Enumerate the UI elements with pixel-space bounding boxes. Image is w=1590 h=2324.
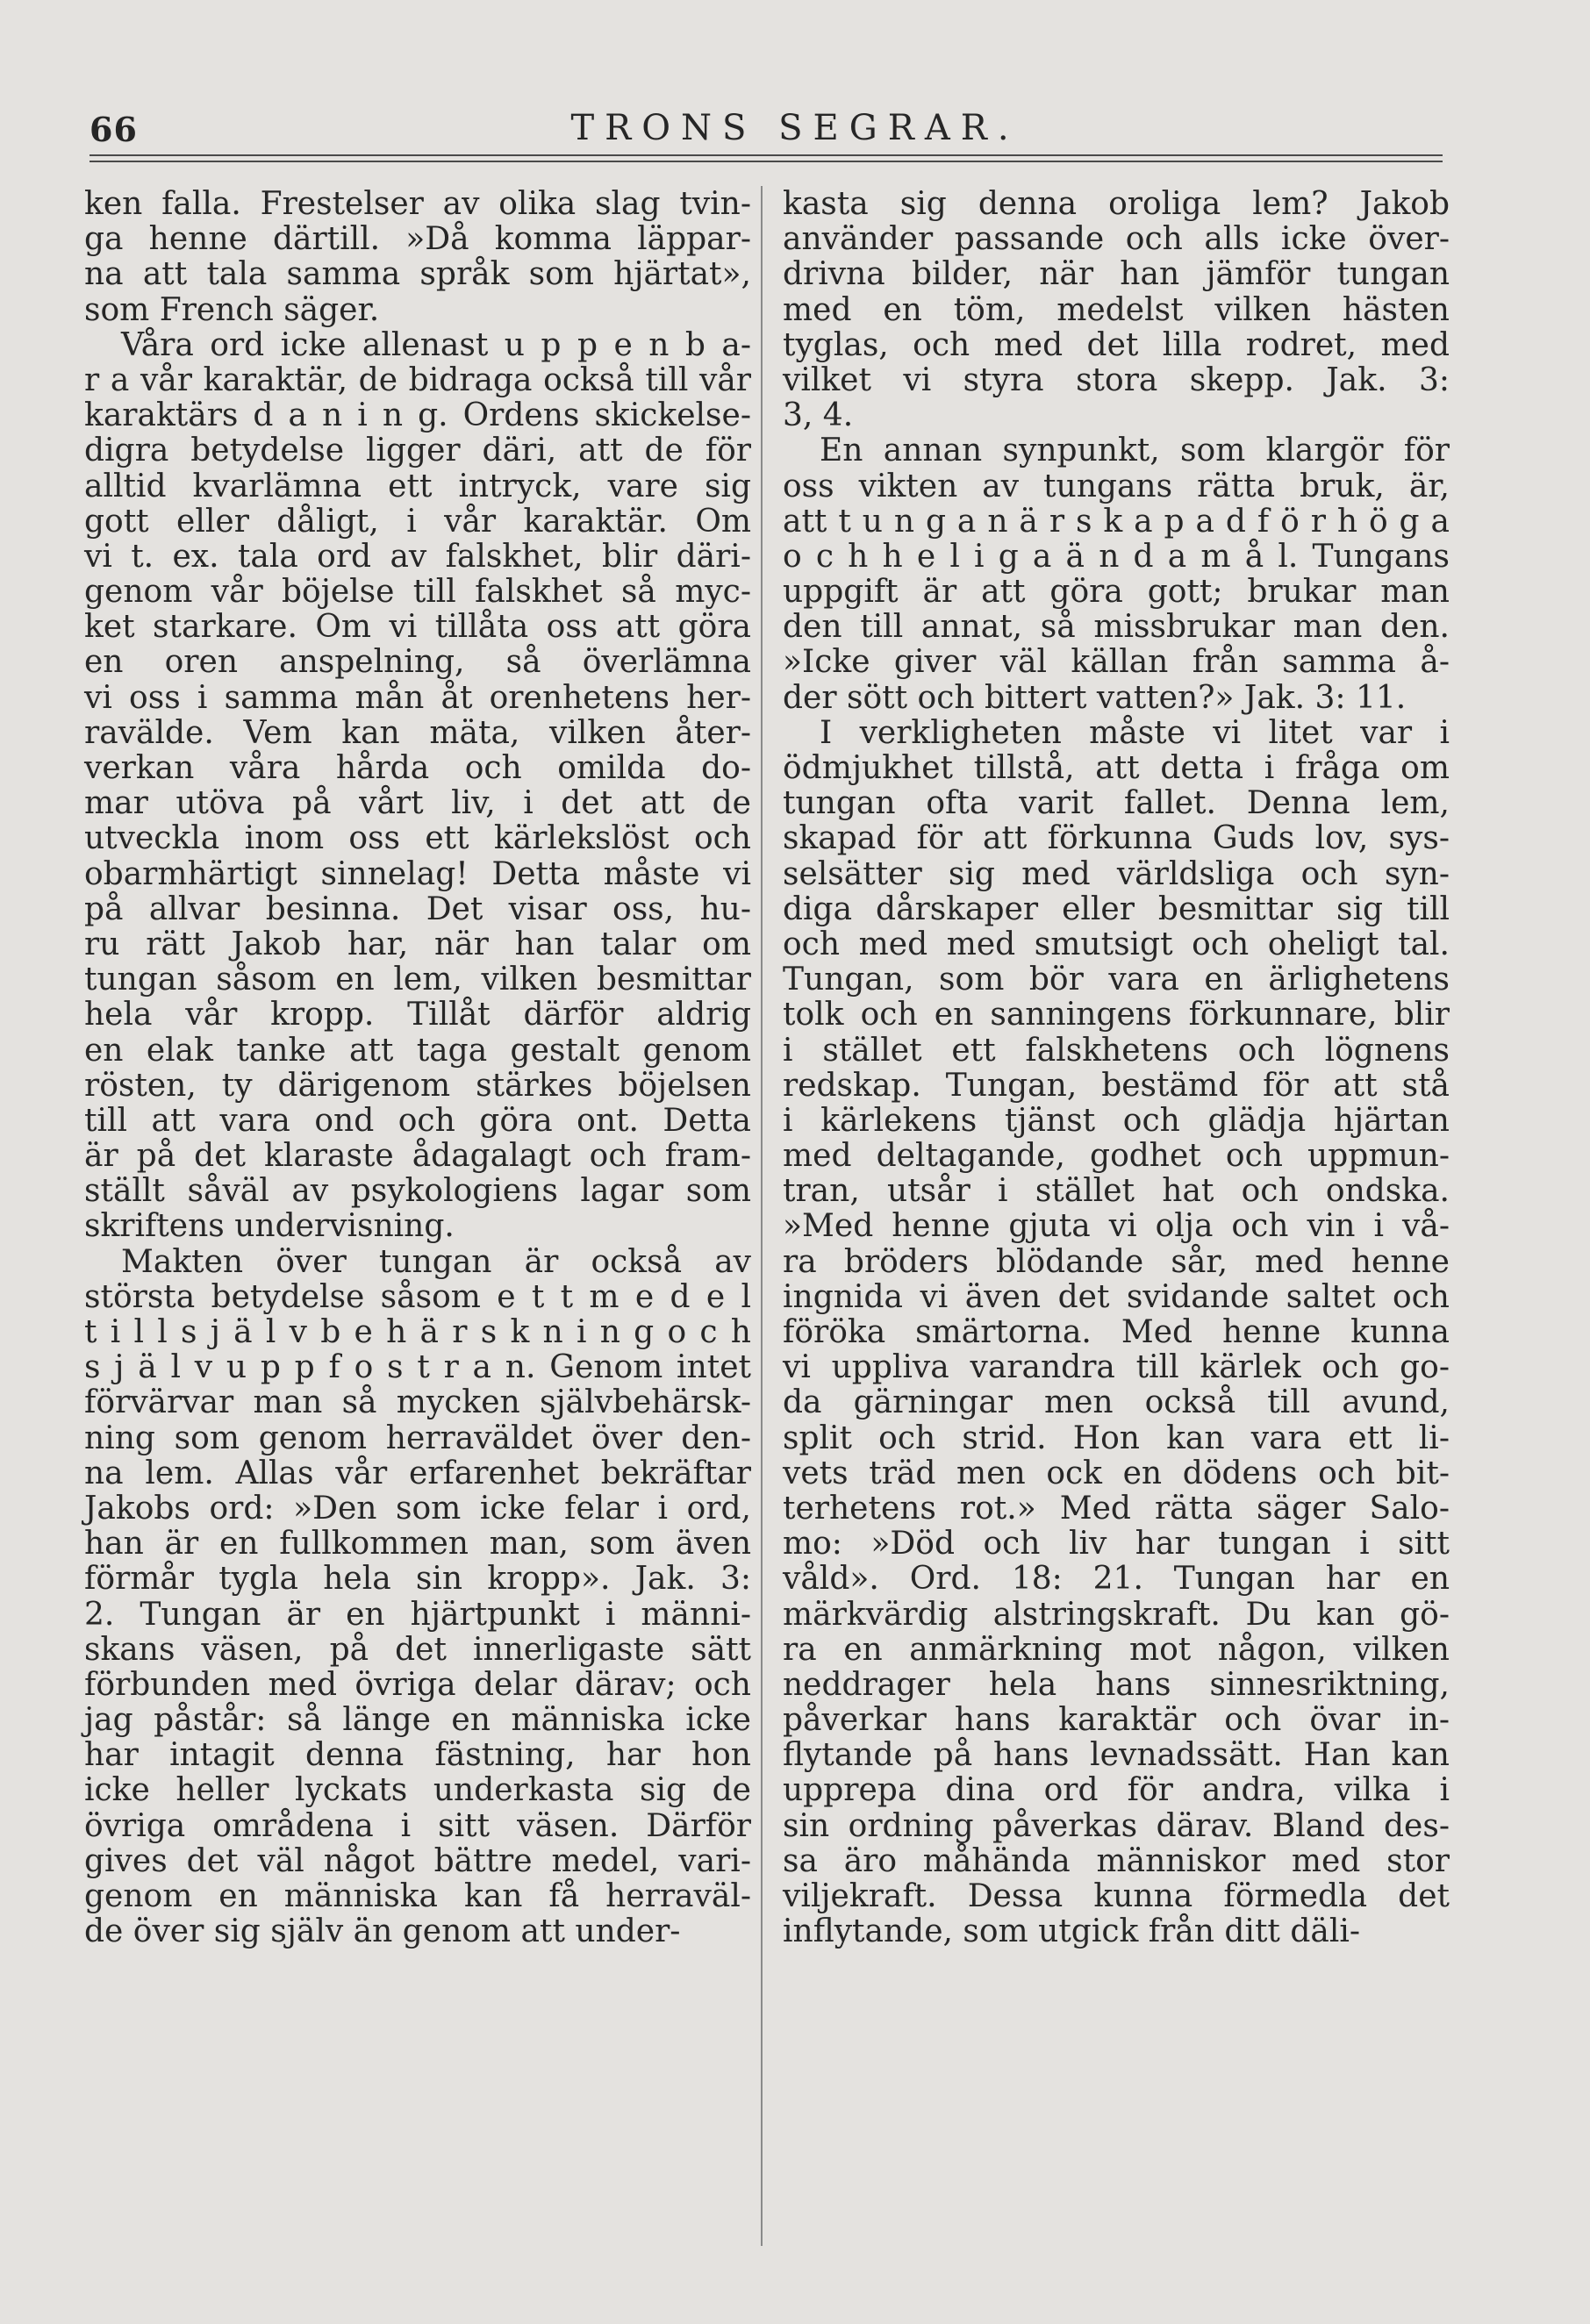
text-line: tran, utsår i stället hat och ondska. [783,1173,1450,1210]
text-line: split och strid. Hon kan vara ett li- [783,1419,1450,1456]
text-line: drivna bilder, när han jämför tungan [783,256,1450,293]
text-line: verkan våra hårda och omilda do- [84,750,751,786]
text-line: tolk och en sanningens förkunnare, blir [783,997,1450,1033]
text-line: Jakobs ord: »Den som icke felar i ord, [84,1490,751,1527]
text-line: karaktärs d a n i n g. Ordens skickelse- [84,397,751,434]
text-line: hela vår kropp. Tillåt därför aldrig [84,997,751,1033]
text-line: en elak tanke att taga gestalt genom [84,1032,751,1069]
text-line: har intagit denna fästning, har hon [84,1737,751,1774]
text-line: ru rätt Jakob har, när han talar om [84,926,751,962]
text-line: ställt såväl av psykologiens lagar som [84,1173,751,1210]
text-line: förbunden med övriga delar därav; och [84,1666,751,1703]
text-line: är på det klaraste ådagalagt och fram- [84,1138,751,1175]
text-line: Makten över tungan är också av [121,1243,751,1280]
text-line: sin ordning påverkas därav. Bland des- [783,1807,1450,1844]
text-line: kasta sig denna oroliga lem? Jakob [783,186,1450,222]
text-line: da gärningar men också till avund, [783,1384,1450,1421]
text-line: sa äro måhända människor med stor [783,1842,1450,1879]
text-line: märkvärdig alstringskraft. Du kan gö- [783,1596,1450,1633]
text-line: tungan såsom en lem, vilken besmittar [84,962,751,998]
text-line: ken falla. Frestelser av olika slag tvin- [84,186,751,222]
column-divider [761,186,763,2246]
text-line: rösten, ty därigenom stärkes böjelsen [84,1067,751,1104]
text-line: på allvar besinna. Det visar oss, hu- [84,890,751,927]
text-line: och med med smutsigt och oheligt tal. [783,926,1450,962]
text-line: uppgift är att göra gott; brukar man [783,574,1450,611]
text-line: skriftens undervisning. [84,1208,455,1245]
text-line: na att tala samma språk som hjärtat», [84,256,751,293]
text-line: jag påstår: så länge en människa icke [84,1702,751,1739]
text-line: ga henne därtill. »Då komma läppar- [84,221,751,258]
text-line: till att vara ond och göra ont. Detta [84,1102,751,1139]
text-line: skapad för att förkunna Guds lov, sys- [783,820,1450,857]
text-line: i kärlekens tjänst och glädja hjärtan [783,1102,1450,1139]
text-line: ket starkare. Om vi tillåta oss att göra [84,609,751,646]
text-line: 3, 4. [783,397,854,434]
text-line: vets träd men ock en dödens och bit- [783,1455,1450,1491]
text-line: terhetens rot.» Med rätta säger Salo- [783,1490,1450,1527]
text-line: upprepa dina ord för andra, vilka i [783,1772,1450,1809]
text-line: s j ä l v u p p f o s t r a n. Genom intet [84,1349,751,1386]
text-line: i stället ett falskhetens och lögnens [783,1032,1450,1069]
text-line: redskap. Tungan, bestämd för att stå [783,1067,1450,1104]
text-line: »Med henne gjuta vi olja och vin i vå- [783,1208,1450,1245]
text-line: med en töm, medelst vilken hästen [783,291,1450,328]
text-line: gives det väl något bättre medel, vari- [84,1842,751,1879]
text-line: t i l l s j ä l v b e h ä r s k n i n g o c h [84,1314,751,1350]
text-line: en oren anspelning, så överlämna [84,644,751,681]
text-line: ravälde. Vem kan mäta, vilken åter- [84,714,751,751]
text-line: mar utöva på vårt liv, i det att de [84,785,751,822]
text-line: I verkligheten måste vi litet var i [820,714,1450,751]
text-line: ning som genom herraväldet över den- [84,1419,751,1456]
text-line: som French säger. [84,291,380,328]
header-rule [90,161,1443,162]
text-line: obarmhärtigt sinnelag! Detta måste vi [84,855,751,892]
text-line: na lem. Allas vår erfarenhet bekräftar [84,1455,751,1491]
text-line: största betydelse såsom e t t m e d e l [84,1278,751,1315]
text-line: o c h h e l i g a ä n d a m å l. Tungans [783,538,1450,575]
text-line: der sött och bittert vatten?» Jak. 3: 11. [783,679,1407,716]
text-line: r a vår karaktär, de bidraga också till vår [84,361,751,398]
text-line: våld». Ord. 18: 21. Tungan har en [783,1561,1450,1598]
text-line: påverkar hans karaktär och övar in- [783,1702,1450,1739]
text-line: den till annat, så missbrukar man den. [783,609,1450,646]
text-line: diga dårskaper eller besmittar sig till [783,890,1450,927]
text-line: icke heller lyckats underkasta sig de [84,1772,751,1809]
text-line: ingnida vi även det svidande saltet och [783,1278,1450,1315]
text-line: vi oss i samma mån åt orenhetens her- [84,679,751,716]
text-line: Våra ord icke allenast u p p e n b a- [121,326,751,363]
text-line: de över sig själv än genom att under- [84,1913,681,1950]
running-title: TRONS SEGRAR. [570,108,1020,148]
text-line: övriga områdena i sitt väsen. Därför [84,1807,751,1844]
text-line: ra bröders blödande sår, med henne [783,1243,1450,1280]
text-line: tungan ofta varit fallet. Denna lem, [783,785,1450,822]
text-line: Tungan, som bör vara en ärlighetens [783,962,1450,998]
text-line: tyglas, och med det lilla rodret, med [783,326,1450,363]
text-line: oss vikten av tungans rätta bruk, är, [783,468,1450,504]
text-line: förvärvar man så mycken självbehärsk- [84,1384,751,1421]
text-line: förmår tygla hela sin kropp». Jak. 3: [84,1561,751,1598]
text-line: 2. Tungan är en hjärtpunkt i männi- [84,1596,751,1633]
text-line: inflytande, som utgick från ditt däli- [783,1913,1361,1950]
text-line: vi t. ex. tala ord av falskhet, blir däri- [84,538,751,575]
text-line: selsätter sig med världsliga och syn- [783,855,1450,892]
text-line: mo: »Död och liv har tungan i sitt [783,1526,1450,1562]
text-line: viljekraft. Dessa kunna förmedla det [783,1878,1450,1914]
text-line: med deltagande, godhet och uppmun- [783,1138,1450,1175]
header-rule [90,154,1443,156]
text-line: »Icke giver väl källan från samma å- [783,644,1450,681]
text-line: gott eller dåligt, i vår karaktär. Om [84,503,751,540]
text-line: genom en människa kan få herraväl- [84,1878,751,1914]
text-line: han är en fullkommen man, som även [84,1526,751,1562]
text-line: En annan synpunkt, som klargör för [820,433,1450,469]
page-number: 66 [90,110,138,149]
text-line: använder passande och alls icke över- [783,221,1450,258]
text-line: att t u n g a n ä r s k a p a d f ö r h ö g a [783,503,1450,540]
text-line: vilket vi styra stora skepp. Jak. 3: [783,361,1450,398]
text-line: vi uppliva varandra till kärlek och go- [783,1349,1450,1386]
text-line: genom vår böjelse till falskhet så myc- [84,574,751,611]
text-line: flytande på hans levnadssätt. Han kan [783,1737,1450,1774]
left-column [84,187,751,1949]
text-line: utveckla inom oss ett kärlekslöst och [84,820,751,857]
text-line: ra en anmärkning mot någon, vilken [783,1631,1450,1668]
text-line: skans väsen, på det innerligaste sätt [84,1631,751,1668]
right-column [783,187,1450,1949]
text-line: ödmjukhet tillstå, att detta i fråga om [783,750,1450,786]
text-line: alltid kvarlämna ett intryck, vare sig [84,468,751,504]
text-line: digra betydelse ligger däri, att de för [84,433,751,469]
text-line: neddrager hela hans sinnesriktning, [783,1666,1450,1703]
text-line: föröka smärtorna. Med henne kunna [783,1314,1450,1350]
